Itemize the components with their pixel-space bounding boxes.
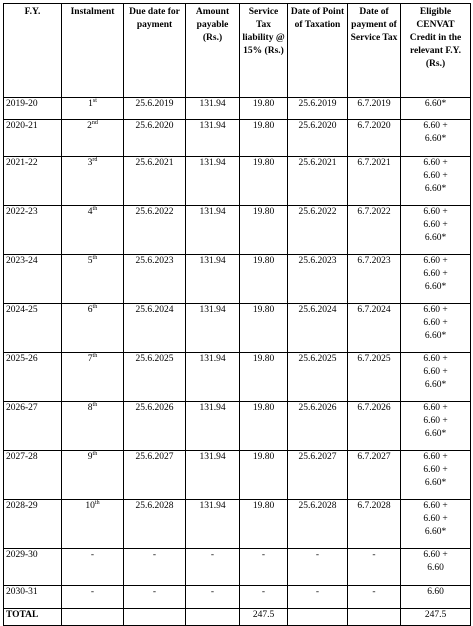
header-fy: F.Y. <box>4 4 62 98</box>
cell-instalment: 4th <box>62 206 124 255</box>
table-row <box>4 255 471 304</box>
cell-fy: 2024-25 <box>4 304 62 353</box>
cell-eligible-credit: 6.60 + 6.60 <box>401 549 471 586</box>
instalment-ordinal-suffix: th <box>92 304 98 310</box>
cell-service-tax: 19.80 <box>240 402 288 451</box>
cell-due-date: 25.6.2028 <box>124 500 186 549</box>
header-due-date: Due date for payment <box>124 4 186 98</box>
cell-service-tax: 19.80 <box>240 206 288 255</box>
cell-service-tax: - <box>240 549 288 586</box>
cell-payment-date: 6.7.2022 <box>348 206 401 255</box>
total-empty-cell <box>288 609 348 626</box>
cell-payment-date: - <box>348 549 401 586</box>
cell-fy: 2020-21 <box>4 120 62 157</box>
cell-eligible-credit: 6.60 + 6.60 + 6.60* <box>401 500 471 549</box>
cell-point-of-taxation: 25.6.2023 <box>288 255 348 304</box>
cell-point-of-taxation: 25.6.2021 <box>288 157 348 206</box>
cell-service-tax: 19.80 <box>240 304 288 353</box>
cell-fy: 2022-23 <box>4 206 62 255</box>
header-amount-payable: Amount payable (Rs.) <box>186 4 240 98</box>
cell-instalment: 7th <box>62 353 124 402</box>
header-instalment: Instalment <box>62 4 124 98</box>
cell-due-date: 25.6.2020 <box>124 120 186 157</box>
cell-point-of-taxation: 25.6.2026 <box>288 402 348 451</box>
cell-instalment: 5th <box>62 255 124 304</box>
instalment-ordinal-suffix: th <box>92 206 98 212</box>
total-empty-cell <box>124 609 186 626</box>
cell-point-of-taxation: 25.6.2025 <box>288 353 348 402</box>
header-date-of-payment: Date of payment of Service Tax <box>348 4 401 98</box>
cell-point-of-taxation: 25.6.2019 <box>288 98 348 120</box>
cell-service-tax: - <box>240 586 288 609</box>
cell-due-date: 25.6.2023 <box>124 255 186 304</box>
table-row <box>4 451 471 500</box>
header-point-of-taxation: Date of Point of Taxation <box>288 4 348 98</box>
cell-fy: 2029-30 <box>4 549 62 586</box>
cell-service-tax: 19.80 <box>240 353 288 402</box>
cell-eligible-credit: 6.60* <box>401 98 471 120</box>
cell-amount: 131.94 <box>186 402 240 451</box>
table-row <box>4 120 471 157</box>
instalment-ordinal-suffix: th <box>94 500 100 506</box>
cell-fy: 2028-29 <box>4 500 62 549</box>
table-row <box>4 549 471 586</box>
cell-eligible-credit: 6.60 <box>401 586 471 609</box>
cell-point-of-taxation: - <box>288 586 348 609</box>
cell-instalment: 1st <box>62 98 124 120</box>
cell-amount: 131.94 <box>186 157 240 206</box>
cell-service-tax: 19.80 <box>240 500 288 549</box>
cell-fy: 2027-28 <box>4 451 62 500</box>
cell-payment-date: 6.7.2025 <box>348 353 401 402</box>
cell-eligible-credit: 6.60 + 6.60 + 6.60* <box>401 353 471 402</box>
cenvat-credit-table <box>3 3 471 626</box>
cell-amount: 131.94 <box>186 255 240 304</box>
instalment-ordinal-suffix: th <box>92 402 98 408</box>
cell-due-date: - <box>124 549 186 586</box>
cell-due-date: 25.6.2027 <box>124 451 186 500</box>
cell-instalment: - <box>62 586 124 609</box>
cell-point-of-taxation: 25.6.2028 <box>288 500 348 549</box>
cell-due-date: - <box>124 586 186 609</box>
cell-point-of-taxation: 25.6.2020 <box>288 120 348 157</box>
cell-point-of-taxation: 25.6.2027 <box>288 451 348 500</box>
cell-instalment: 6th <box>62 304 124 353</box>
cell-due-date: 25.6.2026 <box>124 402 186 451</box>
cell-instalment: 10th <box>62 500 124 549</box>
cell-service-tax: 19.80 <box>240 120 288 157</box>
cell-eligible-credit: 6.60 + 6.60 + 6.60* <box>401 157 471 206</box>
cell-amount: 131.94 <box>186 353 240 402</box>
cell-amount: 131.94 <box>186 500 240 549</box>
cell-amount: - <box>186 586 240 609</box>
table-row <box>4 586 471 609</box>
cell-point-of-taxation: 25.6.2022 <box>288 206 348 255</box>
cell-eligible-credit: 6.60 + 6.60 + 6.60* <box>401 255 471 304</box>
cell-point-of-taxation: - <box>288 549 348 586</box>
cell-instalment: 2nd <box>62 120 124 157</box>
table-body <box>4 98 471 626</box>
cell-amount: 131.94 <box>186 451 240 500</box>
table-row <box>4 500 471 549</box>
cell-instalment: - <box>62 549 124 586</box>
total-eligible-credit: 247.5 <box>401 609 471 626</box>
cell-service-tax: 19.80 <box>240 255 288 304</box>
instalment-ordinal-suffix: rd <box>92 157 98 163</box>
table-row <box>4 353 471 402</box>
cell-point-of-taxation: 25.6.2024 <box>288 304 348 353</box>
cell-fy: 2030-31 <box>4 586 62 609</box>
cell-fy: 2025-26 <box>4 353 62 402</box>
header-row <box>4 4 471 98</box>
cell-due-date: 25.6.2022 <box>124 206 186 255</box>
cell-due-date: 25.6.2025 <box>124 353 186 402</box>
header-service-tax-liability: Service Tax liability @ 15% (Rs.) <box>240 4 288 98</box>
cell-service-tax: 19.80 <box>240 157 288 206</box>
cell-eligible-credit: 6.60 + 6.60 + 6.60* <box>401 304 471 353</box>
cell-due-date: 25.6.2021 <box>124 157 186 206</box>
cell-payment-date: 6.7.2028 <box>348 500 401 549</box>
cell-amount: 131.94 <box>186 206 240 255</box>
table-row <box>4 304 471 353</box>
cell-payment-date: - <box>348 586 401 609</box>
table-row <box>4 157 471 206</box>
total-empty-cell <box>186 609 240 626</box>
total-empty-cell <box>348 609 401 626</box>
cell-payment-date: 6.7.2027 <box>348 451 401 500</box>
instalment-ordinal-suffix: th <box>92 451 98 457</box>
cell-instalment: 3rd <box>62 157 124 206</box>
table-row <box>4 402 471 451</box>
cell-eligible-credit: 6.60 + 6.60 + 6.60* <box>401 451 471 500</box>
total-row <box>4 609 471 626</box>
cell-amount: - <box>186 549 240 586</box>
cell-amount: 131.94 <box>186 120 240 157</box>
total-empty-cell <box>62 609 124 626</box>
cell-payment-date: 6.7.2023 <box>348 255 401 304</box>
cell-payment-date: 6.7.2019 <box>348 98 401 120</box>
cell-eligible-credit: 6.60 + 6.60 + 6.60* <box>401 206 471 255</box>
cell-instalment: 9th <box>62 451 124 500</box>
cell-eligible-credit: 6.60 + 6.60* <box>401 120 471 157</box>
total-label: TOTAL <box>4 609 62 626</box>
cell-fy: 2023-24 <box>4 255 62 304</box>
header-eligible-cenvat-credit: Eligible CENVAT Credit in the relevant F.Y. (Rs.) <box>401 4 471 98</box>
cell-amount: 131.94 <box>186 304 240 353</box>
cell-fy: 2026-27 <box>4 402 62 451</box>
cell-service-tax: 19.80 <box>240 98 288 120</box>
total-service-tax: 247.5 <box>240 609 288 626</box>
cell-fy: 2021-22 <box>4 157 62 206</box>
instalment-ordinal-suffix: th <box>92 353 98 359</box>
cell-service-tax: 19.80 <box>240 451 288 500</box>
cell-fy: 2019-20 <box>4 98 62 120</box>
cell-eligible-credit: 6.60 + 6.60 + 6.60* <box>401 402 471 451</box>
cell-payment-date: 6.7.2026 <box>348 402 401 451</box>
cell-due-date: 25.6.2019 <box>124 98 186 120</box>
cell-payment-date: 6.7.2024 <box>348 304 401 353</box>
cell-payment-date: 6.7.2020 <box>348 120 401 157</box>
cell-instalment: 8th <box>62 402 124 451</box>
table-row <box>4 206 471 255</box>
cell-amount: 131.94 <box>186 98 240 120</box>
cell-due-date: 25.6.2024 <box>124 304 186 353</box>
instalment-ordinal-suffix: nd <box>91 120 98 126</box>
table-row <box>4 98 471 120</box>
cell-payment-date: 6.7.2021 <box>348 157 401 206</box>
instalment-ordinal-suffix: th <box>92 255 98 261</box>
instalment-ordinal-suffix: st <box>92 98 97 104</box>
